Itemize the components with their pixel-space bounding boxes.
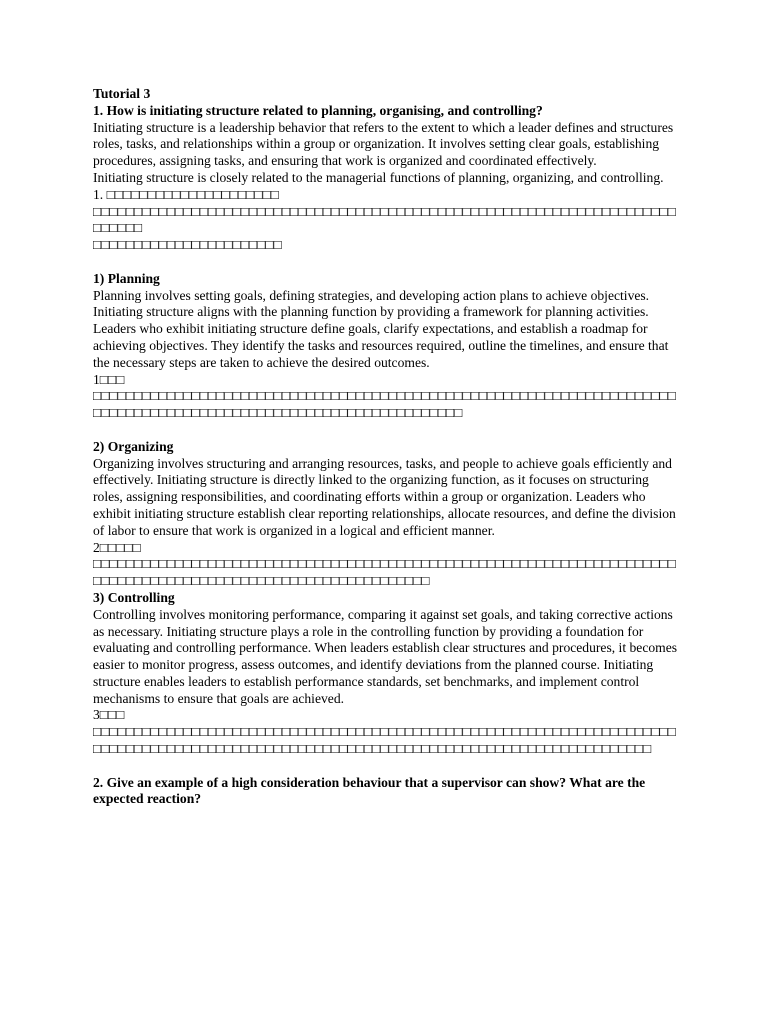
- section-controlling-heading: 3) Controlling: [93, 589, 175, 605]
- section-organizing-body: Organizing involves structuring and arranging resources, tasks, and people to achieve goals efficiently and effectively. Initiating structure is directly linked to the organizing function, as it focuses on structuring roles, assigning responsibilities, and coordinating efforts within a group or organization. Leaders who exhibit initiating structure establish clear reporting relationships, allocate resources, and define the division of labor to ensure that work is organized in a logical and efficient manner.: [93, 455, 676, 538]
- intro-translation-note: □□□□□□□□□□□□□□□□□□□□□□□: [93, 237, 282, 253]
- intro-paragraph-2: Initiating structure is closely related to the managerial functions of planning, organizing, and controlling.: [93, 169, 664, 185]
- spacer: [93, 254, 678, 271]
- section-planning-translation-body: □□□□□□□□□□□□□□□□□□□□□□□□□□□□□□□□□□□□□□□□□□□□□□□□□□□□□□□□□□□□□□□□□□□□□□□□□□□□□□□□□□□□□□□□□□□□□□□□□□□□□□□□□□□□□□□□□□□□: [93, 388, 676, 421]
- section-controlling-body: Controlling involves monitoring performance, comparing it against set goals, and taking corrective actions as necessary. Initiating structure plays a role in the controlling function by providing a foundation for evaluating and controlling performance. When leaders establish clear structures and procedures, it becomes easier to monitor progress, assess outcomes, and identify deviations from the planned course. Initiating structure enables leaders to establish performance standards, set benchmarks, and implement control mechanisms to ensure that goals are achieved.: [93, 606, 678, 706]
- section-organizing-heading: 2) Organizing: [93, 438, 174, 454]
- document-body: [93, 86, 678, 808]
- intro-translation-heading: 1. □□□□□□□□□□□□□□□□□□□□□: [93, 186, 280, 202]
- section-controlling-translation-heading: 3□□□: [93, 707, 125, 723]
- spacer: [93, 422, 678, 439]
- section-controlling-translation-body: □□□□□□□□□□□□□□□□□□□□□□□□□□□□□□□□□□□□□□□□□□□□□□□□□□□□□□□□□□□□□□□□□□□□□□□□□□□□□□□□□□□□□□□□□□□□□□□□□□□□□□□□□□□□□□□□□□□□□□□□□□□□□□□□□□□□□□□□□□□: [93, 724, 676, 757]
- section-planning-body: Planning involves setting goals, defining strategies, and developing action plans to achieve objectives. Initiating structure aligns with the planning function by providing a framework for planning activities. Leaders who exhibit initiating structure define goals, clarify expectations, and establish a roadmap for achieving objectives. They identify the tasks and resources required, outline the timelines, and ensure that the necessary steps are taken to achieve the desired outcomes.: [93, 287, 669, 370]
- intro-translation-paragraph: □□□□□□□□□□□□□□□□□□□□□□□□□□□□□□□□□□□□□□□□□□□□□□□□□□□□□□□□□□□□□□□□□□□□□□□□□□□□□: [93, 203, 676, 236]
- section-organizing-translation-body: □□□□□□□□□□□□□□□□□□□□□□□□□□□□□□□□□□□□□□□□□□□□□□□□□□□□□□□□□□□□□□□□□□□□□□□□□□□□□□□□□□□□□□□□□□□□□□□□□□□□□□□□□□□□□□□□: [93, 556, 676, 589]
- section-planning-translation-heading: 1□□□: [93, 371, 125, 387]
- question-2-heading: 2. Give an example of a high consideration behaviour that a supervisor can show? What are the expected reaction?: [93, 774, 646, 807]
- question-1-heading: 1. How is initiating structure related to planning, organising, and controlling?: [93, 102, 543, 118]
- spacer: [93, 758, 678, 775]
- section-organizing-translation-heading: 2□□□□□: [93, 539, 141, 555]
- intro-paragraph-1: Initiating structure is a leadership behavior that refers to the extent to which a leader defines and structures roles, tasks, and relationships within a group or organization. It involves setting clear goals, establishing procedures, assigning tasks, and ensuring that work is organized and coordinated effectively.: [93, 119, 674, 169]
- section-planning-heading: 1) Planning: [93, 270, 160, 286]
- document-title: Tutorial 3: [93, 86, 151, 101]
